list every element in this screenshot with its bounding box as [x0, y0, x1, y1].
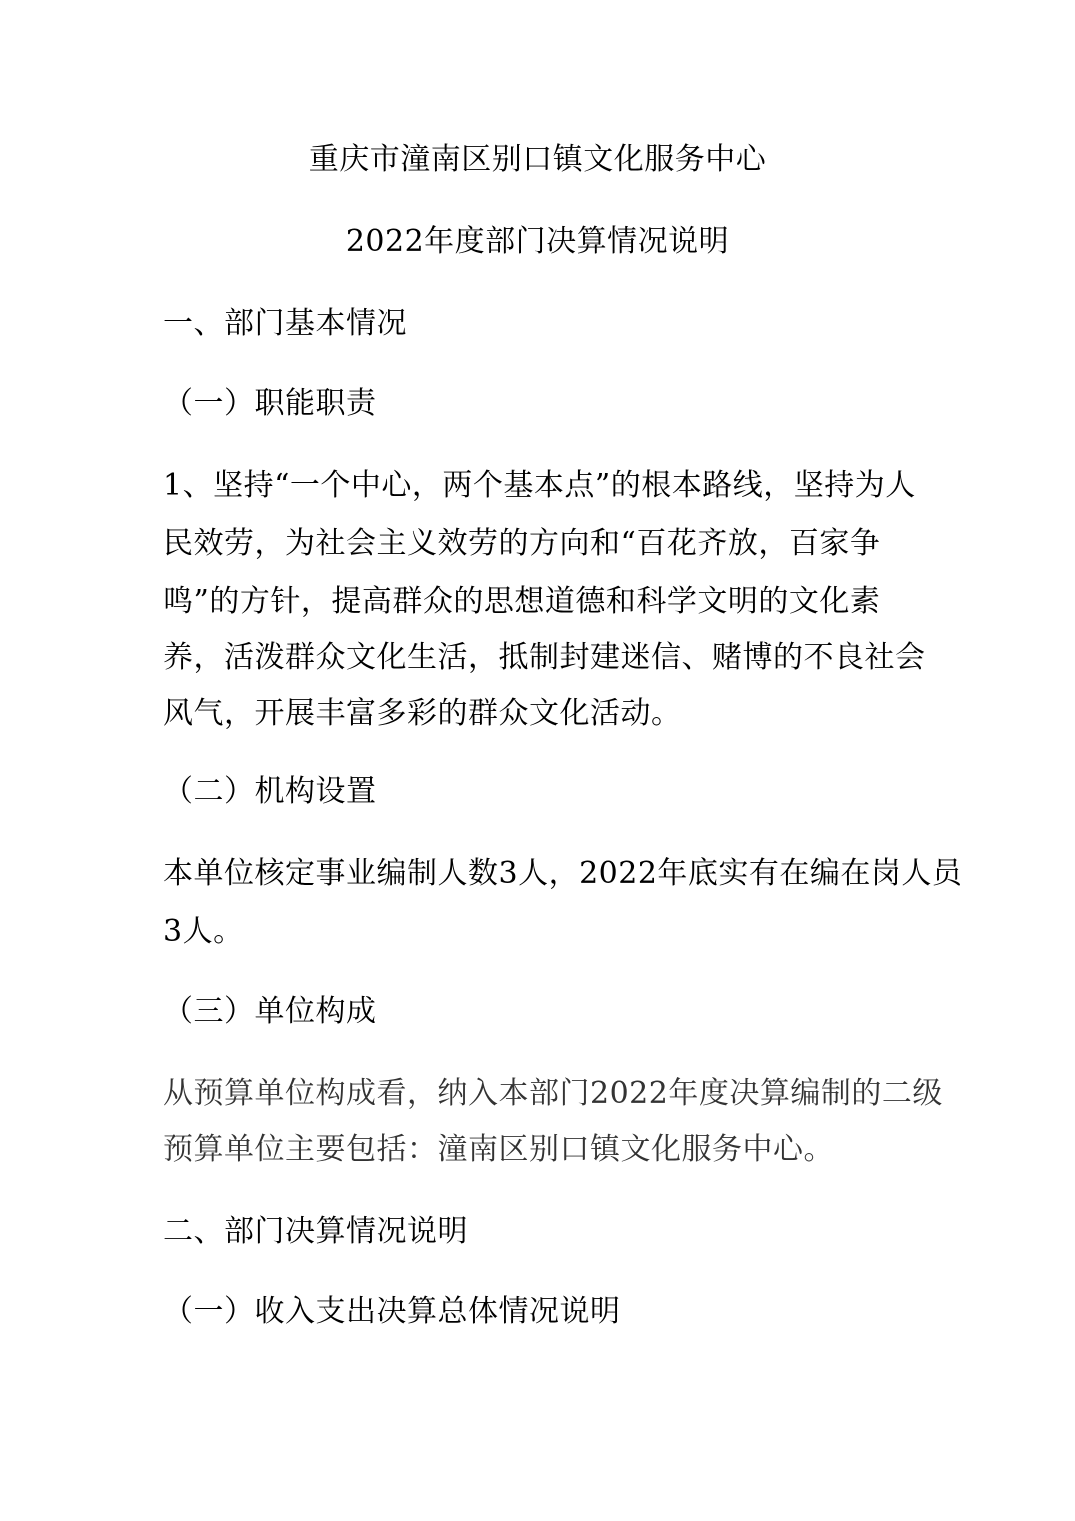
composition-line: 预算单位主要包括：潼南区别口镇文化服务中心。	[163, 1132, 834, 1167]
section1-sub2-heading: （二）机构设置	[163, 774, 377, 809]
section2-sub1-heading: （一）收入支出决算总体情况说明	[163, 1294, 621, 1329]
duties-line: 鸣”的方针，提高群众的思想道德和科学文明的文化素	[163, 584, 881, 619]
section1-sub1-heading: （一）职能职责	[163, 386, 377, 421]
staffing-line: 本单位核定事业编制人数3人，2022年底实有在编在岗人员	[163, 856, 963, 891]
section2-heading: 二、部门决算情况说明	[163, 1214, 468, 1249]
section1-heading: 一、部门基本情况	[163, 306, 407, 341]
duties-line: 1、坚持“一个中心，两个基本点”的根本路线，坚持为人	[163, 468, 916, 503]
duties-line: 养，活泼群众文化生活，抵制封建迷信、赌博的不良社会	[163, 640, 926, 675]
duties-line: 风气，开展丰富多彩的群众文化活动。	[163, 696, 682, 731]
duties-line: 民效劳，为社会主义效劳的方向和“百花齐放，百家争	[163, 526, 881, 561]
section1-sub3-heading: （三）单位构成	[163, 994, 377, 1029]
document-title-line1: 重庆市潼南区别口镇文化服务中心	[308, 142, 767, 177]
document-title-line2: 2022年度部门决算情况说明	[345, 224, 730, 259]
composition-line: 从预算单位构成看，纳入本部门2022年度决算编制的二级	[163, 1076, 943, 1111]
staffing-line: 3人。	[163, 914, 244, 949]
